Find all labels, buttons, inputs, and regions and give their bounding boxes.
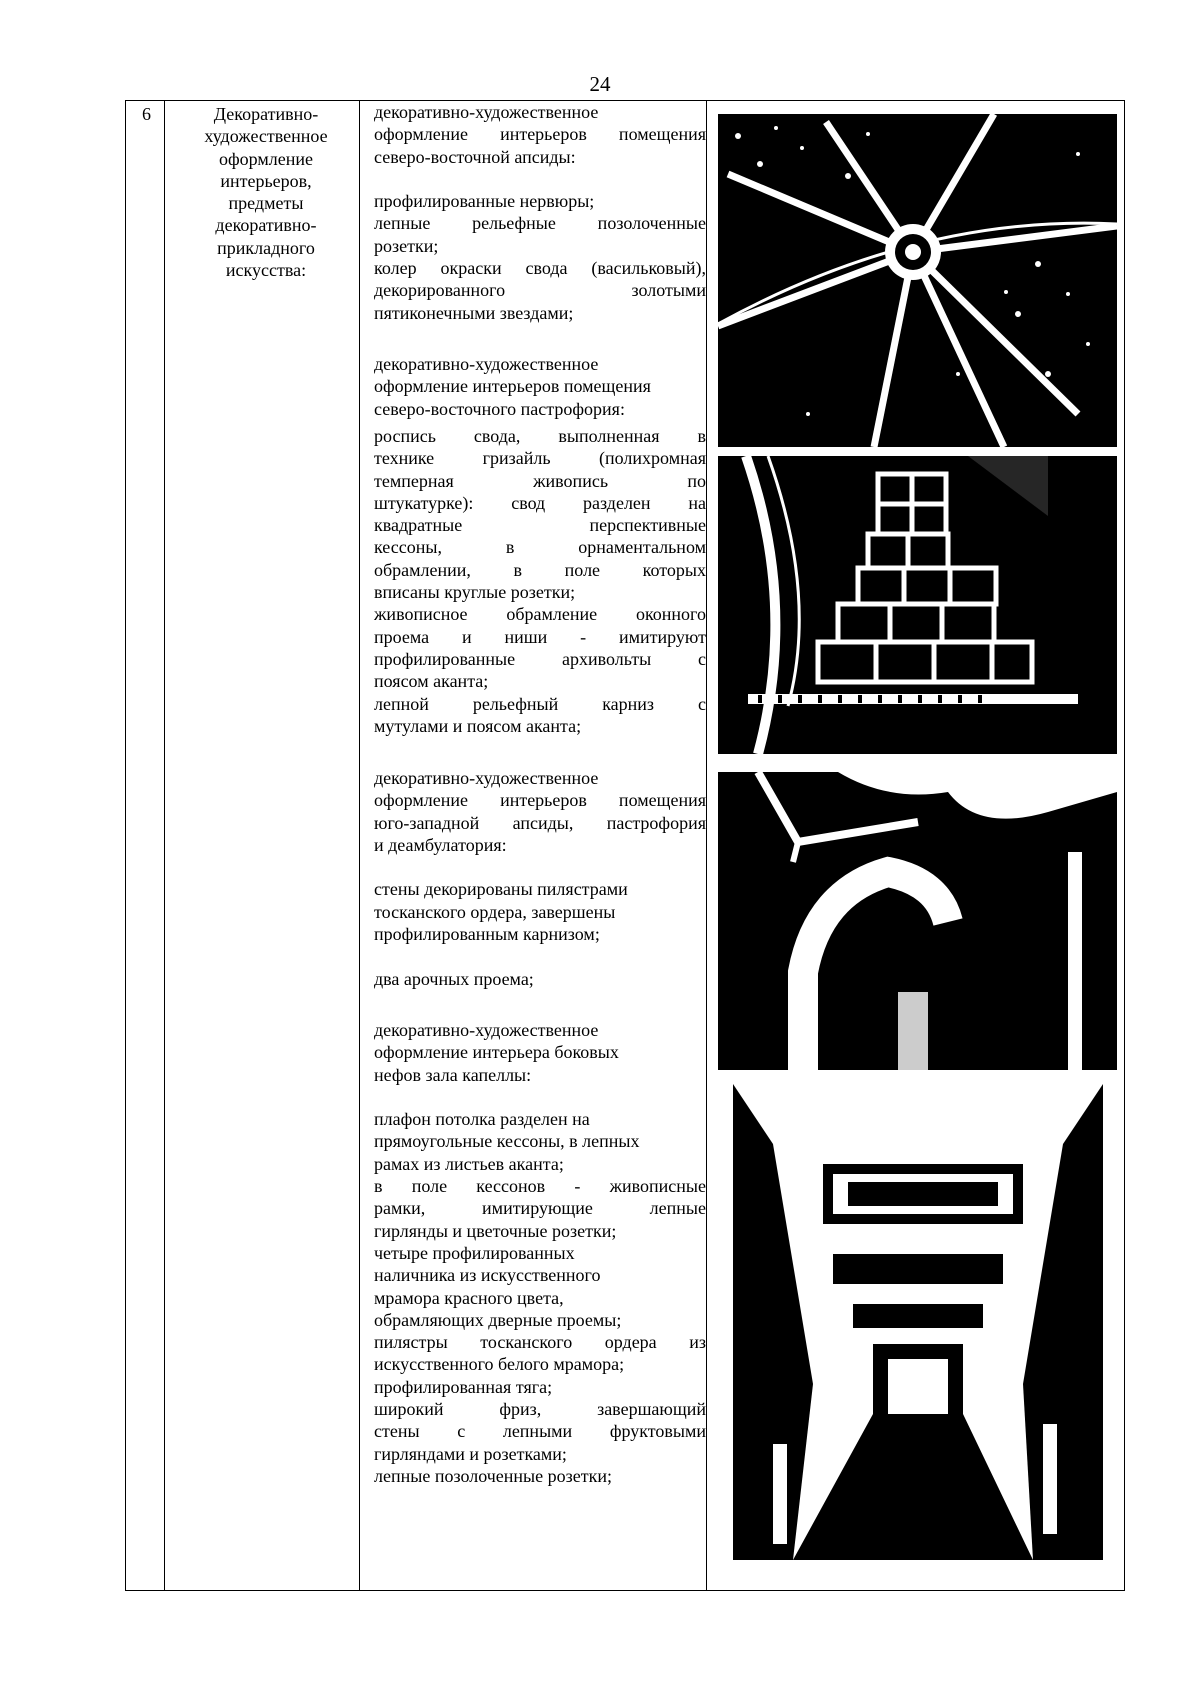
description-line: нефов зала капеллы: xyxy=(374,1064,532,1085)
category-line: прикладного xyxy=(217,237,315,258)
description-line: плафон потолка разделен на xyxy=(374,1109,590,1130)
description-line: кессоны, в орнаментальном xyxy=(374,537,706,558)
description-line: северо-восточного пастрофория: xyxy=(374,398,625,419)
description-line: мрамора красного цвета, xyxy=(374,1287,564,1308)
description-line: оформление интерьеров помещения xyxy=(374,376,651,397)
description-line: широкий фриз, завершающий xyxy=(374,1399,706,1420)
description-line: наличника из искусственного xyxy=(374,1265,601,1286)
description-line: тосканского ордера, завершены xyxy=(374,901,616,922)
photo-side-nave xyxy=(733,1084,1103,1560)
description-line: квадратные перспективные xyxy=(374,515,706,536)
description-line: рамах из листьев аканта; xyxy=(374,1153,564,1174)
description-line: роспись свода, выполненная в xyxy=(374,426,706,446)
row-number: 6 xyxy=(142,104,151,124)
description-line: декорированного золотыми xyxy=(374,280,706,301)
description-line: искусственного белого мрамора; xyxy=(374,1354,625,1375)
category-cell xyxy=(169,101,363,281)
description-line: декоративно-художественное xyxy=(374,1020,599,1040)
description-line: пятиконечными звездами; xyxy=(374,302,574,323)
description-line: гирляндами и розетками; xyxy=(374,1443,567,1464)
description-line: темперная живопись по xyxy=(374,470,706,491)
blank-line xyxy=(374,945,706,967)
description-line: профилированная тяга; xyxy=(374,1376,553,1397)
description-line: декоративно-художественное xyxy=(374,102,599,122)
description-line: вписаны круглые розетки; xyxy=(374,582,576,603)
description-line: обрамляющих дверные проемы; xyxy=(374,1309,622,1330)
description-section-ne-apse xyxy=(374,101,706,324)
description-line: розетки; xyxy=(374,235,439,256)
description-section-ne-pastophorion-heading xyxy=(374,353,706,420)
column-divider xyxy=(164,101,165,1590)
category-line: Декоративно- xyxy=(213,104,319,124)
category-line: художественное xyxy=(204,126,328,147)
description-line: прямоугольные кессоны, в лепных xyxy=(374,1131,640,1152)
blank-line xyxy=(374,168,706,190)
description-line: и деамбулатория: xyxy=(374,834,507,855)
description-section-sw-apse xyxy=(374,767,706,990)
description-line: пилястры тосканского ордера из xyxy=(374,1332,706,1353)
category-line: искусства: xyxy=(225,260,307,281)
description-line: лепные рельефные позолоченные xyxy=(374,213,706,234)
photo-ne-apse-vault xyxy=(718,114,1117,447)
photo-sw-apse xyxy=(718,772,1117,1070)
description-line: штукатурке): свод разделен на xyxy=(374,492,706,513)
category-line: интерьеров, xyxy=(220,170,312,191)
description-line: четыре профилированных xyxy=(374,1242,575,1263)
category-line: предметы xyxy=(228,193,304,214)
column-divider xyxy=(706,101,707,1590)
description-cell xyxy=(374,101,706,1590)
description-line: рамки, имитирующие лепные xyxy=(374,1198,706,1219)
description-line: декоративно-художественное xyxy=(374,768,599,788)
column-divider xyxy=(359,101,360,1590)
description-line: профилированные архивольты с xyxy=(374,648,706,669)
description-line: мутулами и поясом аканта; xyxy=(374,715,582,736)
description-line: оформление интерьеров помещения xyxy=(374,790,706,811)
description-line: два арочных проема; xyxy=(374,968,534,989)
description-line: лепной рельефный карниз с xyxy=(374,693,706,714)
description-line: северо-восточной апсиды: xyxy=(374,146,576,167)
description-line: поясом аканта; xyxy=(374,671,489,692)
description-line: проема и ниши - имитируют xyxy=(374,626,706,647)
description-line: лепные позолоченные розетки; xyxy=(374,1465,612,1486)
description-line: стены декорированы пилястрами xyxy=(374,879,628,900)
category-line: декоративно- xyxy=(215,215,317,236)
description-line: юго-западной апсиды, пастрофория xyxy=(374,812,706,833)
description-line: гирлянды и цветочные розетки; xyxy=(374,1220,617,1241)
register-table xyxy=(125,100,1125,1591)
description-line: в поле кессонов - живописные xyxy=(374,1176,706,1197)
description-line: технике гризайль (полихромная xyxy=(374,448,706,469)
description-section-side-naves xyxy=(374,1019,706,1487)
description-line: профилированные нервюры; xyxy=(374,191,595,212)
photo-column xyxy=(709,101,1126,1590)
description-line: профилированным карнизом; xyxy=(374,924,600,945)
blank-line xyxy=(374,1086,706,1108)
description-section-ne-pastophorion xyxy=(374,425,706,737)
description-line: колер окраски свода (васильковый), xyxy=(374,258,706,279)
category-line: оформление xyxy=(218,148,313,169)
description-line: оформление интерьера боковых xyxy=(374,1042,619,1063)
description-line: стены с лепными фруктовыми xyxy=(374,1421,706,1442)
description-line: живописное обрамление оконного xyxy=(374,604,706,625)
page-number: 24 xyxy=(589,72,611,96)
photo-ne-pastophorion-vault xyxy=(718,456,1117,754)
description-line: декоративно-художественное xyxy=(374,354,599,374)
description-line: оформление интерьеров помещения xyxy=(374,124,706,145)
blank-line xyxy=(374,856,706,878)
description-line: обрамлении, в поле которых xyxy=(374,559,706,580)
